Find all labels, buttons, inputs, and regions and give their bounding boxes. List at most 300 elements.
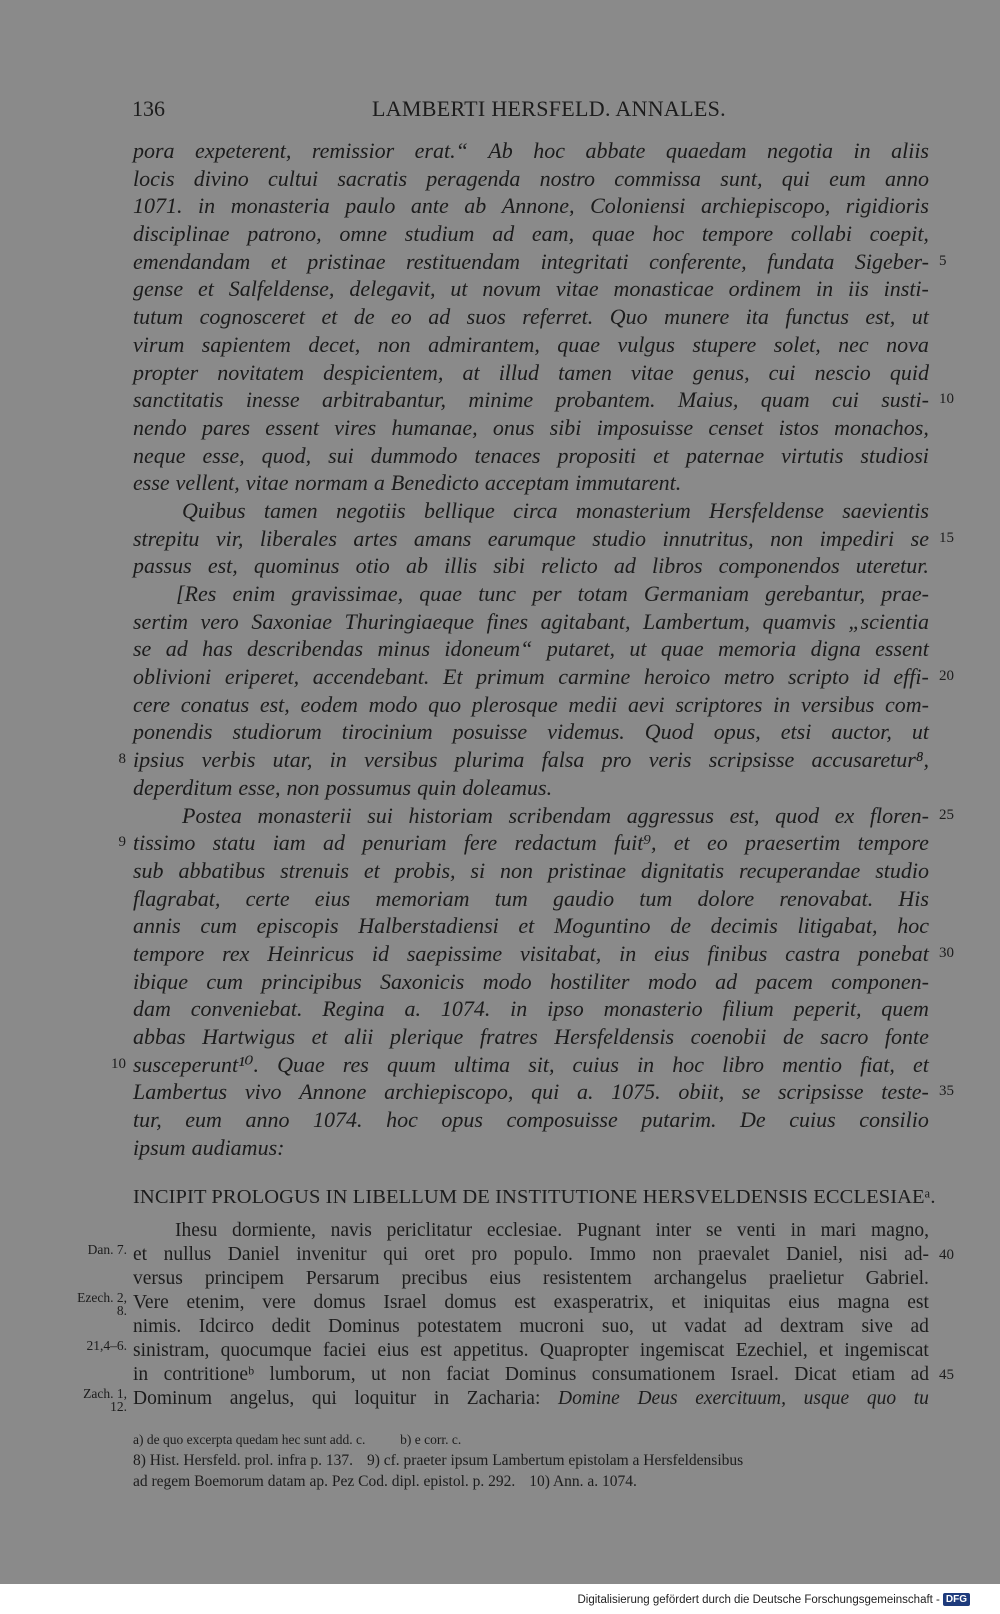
- word: immutarent.: [575, 470, 682, 496]
- word: deperditum: [133, 774, 233, 800]
- word: essent: [265, 414, 320, 440]
- word: angelus,: [229, 1388, 295, 1409]
- word: vere: [262, 1292, 296, 1313]
- word: has: [202, 636, 233, 662]
- word: ad: [613, 553, 636, 579]
- main-text-line: [133, 192, 929, 220]
- word: arbitrabantur,: [321, 387, 447, 413]
- word: cultui: [268, 165, 319, 191]
- word: probantem.: [555, 387, 656, 413]
- word: ante: [410, 193, 449, 219]
- word: Vere: [133, 1292, 169, 1313]
- word: renovabat.: [779, 885, 874, 911]
- word: Ezechiel,: [735, 1340, 808, 1361]
- word: cui: [768, 359, 796, 385]
- word: carmine: [558, 664, 631, 690]
- main-text-line: [133, 1078, 954, 1106]
- word: Deus: [637, 1388, 678, 1409]
- word: hoc: [386, 1107, 418, 1133]
- word: esse: [133, 470, 170, 496]
- word: susti-: [881, 387, 929, 413]
- word: tur,: [133, 1107, 162, 1133]
- word: dignitatis: [640, 857, 725, 883]
- word: Coloniensi: [590, 193, 686, 219]
- word: scripsisse: [708, 747, 795, 773]
- word: fratres: [479, 1024, 538, 1049]
- word: restituendam: [405, 248, 521, 274]
- word: mucroni: [519, 1316, 585, 1337]
- word: novum: [482, 276, 541, 302]
- word: paternae: [685, 442, 765, 468]
- word: gerebantur,: [765, 581, 866, 606]
- prologue-text-line: [133, 1219, 929, 1243]
- word: Hartwigus: [202, 1024, 296, 1049]
- word: uteretur.: [855, 553, 929, 579]
- word: tenaces: [474, 442, 541, 468]
- word: dedit: [271, 1316, 311, 1337]
- word: propter: [133, 359, 199, 385]
- word: propositi: [557, 442, 637, 468]
- word: est,: [729, 802, 760, 828]
- word: metro: [723, 664, 775, 690]
- word: probis,: [394, 857, 456, 883]
- main-text-line: [133, 718, 929, 746]
- main-text-line: [133, 552, 929, 580]
- word: rigidioris: [845, 193, 929, 219]
- word: in: [773, 691, 791, 717]
- word: His: [898, 885, 929, 911]
- word: 1075.: [611, 1079, 661, 1105]
- word: earumque: [487, 525, 576, 551]
- word: potestatem: [417, 1316, 502, 1337]
- word: plerosque: [471, 691, 558, 717]
- word: visitabat,: [520, 940, 602, 966]
- word: suos: [466, 304, 506, 330]
- critical-notes: [133, 1430, 929, 1450]
- word: totam: [577, 581, 628, 606]
- word: quae: [591, 221, 635, 247]
- word: describendas: [247, 636, 364, 662]
- prologue-text-block: [77, 1219, 954, 1414]
- word: quominus: [253, 553, 340, 579]
- word: Immo: [589, 1244, 636, 1265]
- word: Idcirco: [198, 1316, 255, 1337]
- word: peperit,: [793, 996, 862, 1022]
- word: digna: [810, 636, 861, 662]
- word: iis: [847, 276, 869, 302]
- word: loquitur: [354, 1388, 417, 1409]
- word: archangelus: [653, 1268, 747, 1289]
- word: auctor,: [831, 719, 892, 745]
- word: oblivioni: [133, 664, 212, 690]
- word: et: [653, 442, 669, 468]
- word: penuriam: [362, 830, 447, 856]
- word: et: [311, 1024, 328, 1049]
- word: ut: [911, 304, 929, 330]
- word: functus: [785, 304, 849, 330]
- word: hoc: [672, 1051, 705, 1077]
- word: est: [907, 1292, 929, 1313]
- word: pora: [133, 138, 175, 163]
- word: de: [782, 1024, 804, 1049]
- word: vitae: [630, 359, 674, 385]
- word: Ab: [488, 138, 513, 163]
- line-number: 45: [939, 1367, 954, 1383]
- word: principibus: [261, 968, 362, 994]
- main-text-line: [133, 691, 929, 719]
- word: statu: [212, 830, 256, 856]
- word: scripto: [787, 664, 850, 690]
- word: paulo: [345, 193, 396, 219]
- word: id: [862, 664, 880, 690]
- word: dolore: [697, 885, 755, 911]
- note-9: 9) cf. praeter ipsum Lambertum epistolam a Hersfeldensibus: [366, 1452, 744, 1469]
- main-text-block: [111, 137, 954, 1161]
- main-text-line: [133, 774, 929, 802]
- word: saepissime: [406, 940, 503, 966]
- word: sui: [367, 802, 393, 828]
- word: negotia: [767, 138, 833, 163]
- word: faciat: [446, 1364, 490, 1385]
- word: quid: [889, 359, 929, 385]
- word: minus: [377, 636, 431, 662]
- word: est,: [259, 691, 290, 717]
- main-text-line: [133, 635, 929, 663]
- line-number: 15: [939, 529, 954, 546]
- word: artes: [353, 525, 398, 551]
- word: annis: [133, 913, 181, 939]
- word: pristinae: [547, 857, 627, 883]
- word: ad: [492, 221, 515, 247]
- word: nullus: [163, 1244, 212, 1265]
- page-number: 136: [132, 96, 165, 121]
- word: impediri: [819, 525, 895, 551]
- word: ponebat: [857, 940, 929, 966]
- word: componen-: [831, 968, 929, 994]
- word: sacro: [820, 1024, 869, 1049]
- word: Dominus: [328, 1316, 400, 1337]
- footnote-marker: 8: [118, 751, 126, 768]
- word: filium: [722, 996, 774, 1022]
- word: monasterium: [575, 497, 691, 523]
- word: in: [619, 940, 637, 966]
- word: disciplinae: [133, 221, 230, 247]
- word: istos: [778, 414, 819, 440]
- word: Gabriel.: [865, 1268, 929, 1289]
- word: quae: [557, 331, 601, 357]
- word: nisi: [859, 1244, 888, 1265]
- marginal-reference: Zach. 1, 12.: [83, 1386, 127, 1414]
- word: vivo: [244, 1079, 282, 1105]
- main-text-line: [133, 275, 929, 303]
- word: quod,: [261, 442, 312, 468]
- word: admirantem,: [428, 331, 540, 357]
- word: quae: [419, 581, 463, 606]
- critical-note-b: b) e corr. c.: [400, 1432, 462, 1447]
- word: finibus: [707, 940, 768, 966]
- word: eum: [829, 165, 866, 191]
- word: et: [270, 248, 287, 274]
- word: historiam: [408, 802, 493, 828]
- main-text-line: [133, 885, 929, 913]
- word: Benedicto: [390, 470, 479, 496]
- word: vulgus: [617, 331, 675, 357]
- word: Annone,: [501, 193, 575, 219]
- word: gravissimae,: [291, 581, 404, 606]
- marginal-reference: Dan. 7.: [87, 1242, 127, 1257]
- word: censet: [708, 414, 764, 440]
- word: tempore: [133, 940, 205, 966]
- word: studiosi: [860, 442, 929, 468]
- word: iam: [272, 830, 306, 856]
- prologue-text-line: [133, 1315, 929, 1339]
- word: liberales: [259, 525, 337, 551]
- running-head: LAMBERTI HERSFELD. ANNALES.: [372, 96, 726, 121]
- main-text-line: [133, 608, 929, 636]
- word: appetitus.: [453, 1340, 529, 1361]
- word: primum: [476, 664, 545, 690]
- word: ordinem: [728, 276, 802, 302]
- word: sanctitatis: [133, 387, 224, 413]
- word: scriptores: [675, 691, 763, 717]
- word: oret: [424, 1244, 455, 1265]
- word: tutum: [133, 304, 184, 330]
- main-text-line: [133, 248, 947, 276]
- word: sit,: [528, 1051, 555, 1077]
- word: modo: [482, 968, 532, 994]
- word: Lambertus: [133, 1079, 228, 1105]
- word: quum: [386, 1051, 436, 1077]
- word: delegavit,: [349, 276, 436, 302]
- word: in: [329, 747, 347, 773]
- word: se: [133, 636, 152, 662]
- word: cognosceret: [199, 304, 306, 330]
- word: expeterent,: [195, 138, 292, 163]
- word: eriperet,: [224, 664, 300, 690]
- word: vero: [200, 608, 239, 634]
- note-9-continued: ad regem Boemorum datam ap. Pez Cod. dipl. epistol. p. 292.: [133, 1473, 516, 1490]
- word: 1074.: [440, 996, 491, 1022]
- word: Salfeldense,: [228, 276, 335, 302]
- prologue-text-line: [77, 1290, 929, 1318]
- word: venti: [736, 1220, 776, 1241]
- word: relicto: [541, 553, 598, 579]
- word: dormiente,: [231, 1220, 316, 1241]
- word: consilio: [859, 1107, 929, 1133]
- word: effi-: [893, 664, 929, 690]
- word: Zacharia:: [466, 1388, 541, 1409]
- word: abbatibus: [178, 857, 266, 883]
- word: si: [470, 857, 486, 883]
- word: remissior: [311, 138, 395, 163]
- word: monasterii: [257, 802, 352, 828]
- word: ad: [322, 830, 345, 856]
- main-text-line: [133, 497, 929, 525]
- word: modo: [368, 691, 418, 717]
- word: nimis.: [133, 1316, 182, 1337]
- word: posuisse: [452, 719, 528, 745]
- main-text-line: [118, 829, 929, 857]
- line-number: 25: [939, 806, 954, 823]
- word: agitabant,: [540, 608, 631, 634]
- word: in: [433, 1388, 450, 1409]
- word: tunc: [478, 581, 517, 606]
- word: emendandam: [133, 248, 251, 274]
- word: etenim,: [186, 1292, 245, 1313]
- word: et: [673, 830, 690, 856]
- word: eo: [706, 830, 728, 856]
- footnote-marker: 9: [118, 834, 126, 851]
- word: sunt,: [720, 165, 763, 191]
- word: in: [790, 1220, 806, 1241]
- word: monasticae: [613, 276, 714, 302]
- word: qui: [383, 1244, 409, 1265]
- word: nec: [838, 331, 869, 357]
- word: ad-: [904, 1244, 929, 1265]
- word: ut: [651, 1316, 667, 1337]
- word: ut: [370, 1364, 387, 1385]
- word: quo: [428, 691, 462, 717]
- word: eodem: [300, 691, 358, 717]
- word: Moguntino: [553, 913, 651, 939]
- word: coepit,: [869, 221, 929, 247]
- word: sapientem: [201, 331, 291, 357]
- word: est,: [207, 553, 238, 579]
- word: accusaretur⁸,: [811, 747, 929, 773]
- word: collabi: [790, 221, 852, 247]
- word: eius: [377, 1340, 409, 1361]
- word: tum: [639, 885, 673, 911]
- word: fundata: [767, 248, 835, 274]
- word: vir,: [215, 525, 244, 551]
- word: obiit,: [678, 1079, 725, 1105]
- word: monachos,: [834, 414, 929, 440]
- word: at: [462, 359, 480, 385]
- word: sinistram,: [133, 1340, 210, 1361]
- word: sub: [133, 857, 164, 883]
- word: solet,: [773, 331, 821, 357]
- word: de: [670, 913, 691, 939]
- word: magno,: [871, 1220, 929, 1241]
- word: utar,: [272, 747, 313, 773]
- word: nostro: [539, 165, 596, 191]
- word: peragenda: [426, 165, 521, 191]
- word: esse,: [238, 774, 281, 800]
- word: putarim.: [641, 1107, 717, 1133]
- word: non: [401, 1364, 431, 1385]
- word: cuius: [789, 1107, 836, 1133]
- word: fonte: [884, 1024, 929, 1049]
- main-text-line: [133, 968, 929, 996]
- prologue-text-line: [87, 1242, 954, 1267]
- word: praevalet: [698, 1244, 770, 1265]
- word: ab: [464, 193, 487, 219]
- word: Halberstadiensi: [358, 913, 499, 939]
- word: strenuis: [280, 857, 349, 883]
- word: insti-: [883, 276, 929, 302]
- word: ipsius: [133, 747, 185, 773]
- word: munere: [664, 304, 730, 330]
- word: commissa: [614, 165, 702, 191]
- line-number: 40: [939, 1247, 954, 1263]
- word: et: [197, 276, 214, 302]
- prologue-text-line: [86, 1338, 929, 1363]
- word: composuisse: [506, 1107, 618, 1133]
- word: vitae: [555, 276, 599, 302]
- word: ipso: [547, 996, 584, 1022]
- prologue-text-line: [133, 1363, 954, 1387]
- main-text-line: [133, 857, 929, 885]
- historical-notes-line-2: [133, 1471, 929, 1492]
- word: dextram: [779, 1316, 844, 1337]
- word: ad: [715, 968, 738, 994]
- historical-notes-line-1: [133, 1450, 929, 1471]
- main-text-line: [133, 663, 954, 691]
- word: decet,: [308, 331, 361, 357]
- word: Saxoniae: [251, 608, 332, 634]
- word: versibus: [364, 747, 438, 773]
- word: non: [377, 331, 411, 357]
- word: memoriam: [375, 885, 470, 911]
- word: Ihesu: [175, 1220, 218, 1241]
- word: studiorum: [232, 719, 322, 745]
- word: com-: [884, 691, 929, 717]
- word: redactum: [514, 830, 597, 856]
- word: circa: [513, 497, 558, 523]
- word: strepitu: [133, 525, 200, 551]
- note-10: 10) Ann. a. 1074.: [529, 1473, 637, 1490]
- word: possumus: [325, 774, 412, 800]
- word: hoc: [897, 913, 929, 939]
- word: cere: [133, 691, 171, 717]
- word: de: [353, 304, 375, 330]
- word: versus: [133, 1268, 183, 1289]
- word: Hersfeldense: [709, 497, 824, 523]
- word: non: [652, 1244, 682, 1265]
- word: Dominus: [504, 1364, 577, 1385]
- word: divino: [193, 165, 249, 191]
- word: eum: [185, 1107, 222, 1133]
- word: illis: [444, 553, 478, 579]
- main-text-line: [133, 912, 929, 940]
- line-number: 30: [939, 944, 954, 961]
- word: flagrabat,: [133, 885, 221, 911]
- word: ut: [629, 636, 647, 662]
- word: ultima: [453, 1051, 511, 1077]
- word: veris: [648, 747, 692, 773]
- word: Heinricus: [267, 940, 355, 966]
- word: gaudio: [552, 885, 615, 911]
- word: pares: [201, 414, 251, 440]
- word: ab: [405, 553, 428, 579]
- word: acceptam: [484, 470, 570, 496]
- line-number: 35: [939, 1083, 954, 1100]
- word: tirocinium: [341, 719, 433, 745]
- word: qui: [531, 1079, 560, 1105]
- word: alii: [344, 1024, 374, 1049]
- word: minime: [468, 387, 534, 413]
- word: sui: [328, 442, 354, 468]
- word: usque: [803, 1388, 850, 1409]
- word: normam: [294, 470, 368, 496]
- word: despicientem,: [323, 359, 444, 385]
- word: ingemiscat: [844, 1340, 929, 1361]
- word: ad: [165, 636, 188, 662]
- main-text-line: [133, 442, 929, 470]
- word: enim: [232, 581, 276, 606]
- word: doleamus.: [462, 774, 553, 800]
- word: monasteria: [230, 193, 330, 219]
